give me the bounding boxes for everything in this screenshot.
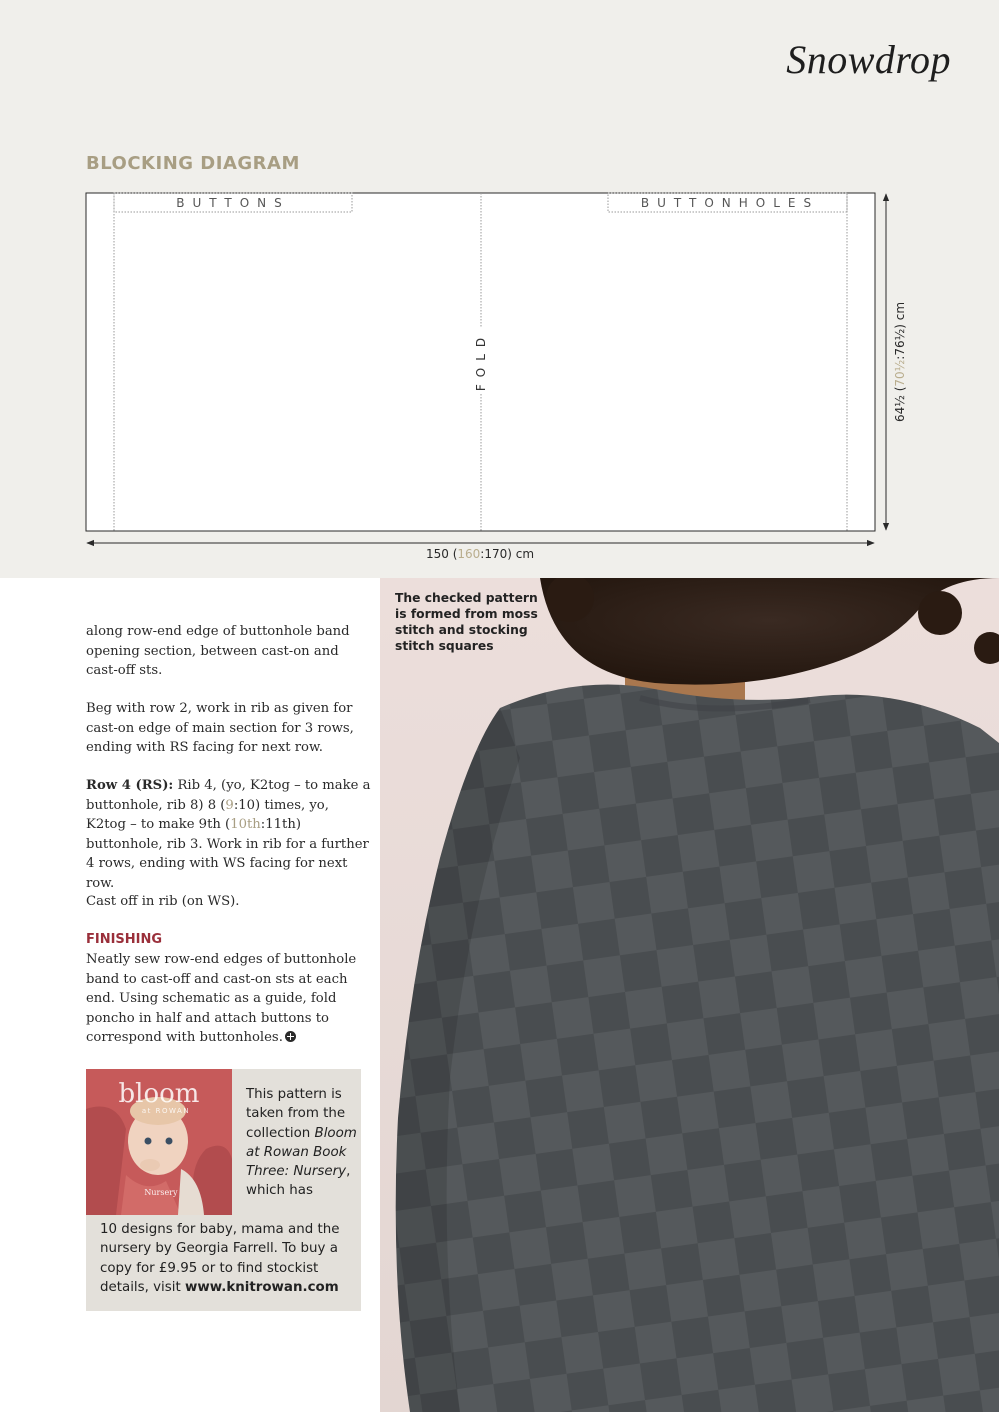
finishing-paragraph: Neatly sew row-end edges of buttonhole band to cast-off and cast-on sts at each end. Using schematic as a guide, fold poncho in half and attach buttons to correspond with buttonholes. bbox=[86, 952, 357, 1045]
end-mark-icon bbox=[285, 1031, 296, 1042]
poncho-photo bbox=[380, 578, 999, 1412]
paragraph-cast-off: Cast off in rib (on WS). bbox=[86, 894, 240, 909]
buttons-label: BUTTONS bbox=[176, 196, 290, 210]
fold-label: FOLD bbox=[474, 330, 488, 392]
photo-caption: The checked pattern is formed from moss stitch and stocking stitch squares bbox=[395, 591, 538, 653]
promo-details: 10 designs for baby, mama and the nursery by Georgia Farrell. To buy a copy for £9.95 or to find stockist details, visit www.knitrowan.com bbox=[100, 1222, 340, 1295]
buttonholes-label: BUTTONHOLES bbox=[640, 196, 820, 210]
promo-intro: This pattern is taken from the collection Bloom at Rowan Book Three: Nursery, which has bbox=[246, 1087, 357, 1199]
promo-box bbox=[86, 1069, 361, 1311]
paragraph-row-4: Row 4 (RS): Rib 4, (yo, K2tog – to make a buttonhole, rib 8) 8 (9:10) times, yo, K2tog – to make 9th (10th:11th) buttonhole, rib 3. Work in rib for a further 4 rows, ending with WS facing for next row. bbox=[86, 778, 371, 891]
blocking-diagram bbox=[0, 0, 999, 578]
book-title: Bloom at Rowan Book Three: Nursery bbox=[246, 1125, 357, 1180]
page-title: Snowdrop bbox=[786, 37, 951, 82]
finishing-heading: FINISHING bbox=[86, 932, 163, 947]
section-title: BLOCKING DIAGRAM bbox=[86, 153, 300, 174]
paragraph-buttonhole-band: along row-end edge of buttonhole band opening section, between cast-on and cast-off sts. bbox=[86, 624, 350, 678]
row-4-label: Row 4 (RS): bbox=[86, 778, 174, 793]
paragraph-rib-rows: Beg with row 2, work in rib as given for cast-on edge of main section for 3 rows, ending with RS facing for next row. bbox=[86, 701, 354, 755]
cover-label: Nursery bbox=[144, 1188, 178, 1197]
book-cover-image bbox=[86, 1069, 232, 1215]
cover-title: bloom bbox=[118, 1079, 200, 1109]
cover-subtitle: at ROWAN bbox=[141, 1107, 191, 1115]
width-dimension: 150 (160:170) cm bbox=[425, 547, 535, 561]
height-dimension: 64½ (70½:76½) cm bbox=[893, 301, 907, 423]
website-link[interactable]: www.knitrowan.com bbox=[184, 1279, 339, 1295]
